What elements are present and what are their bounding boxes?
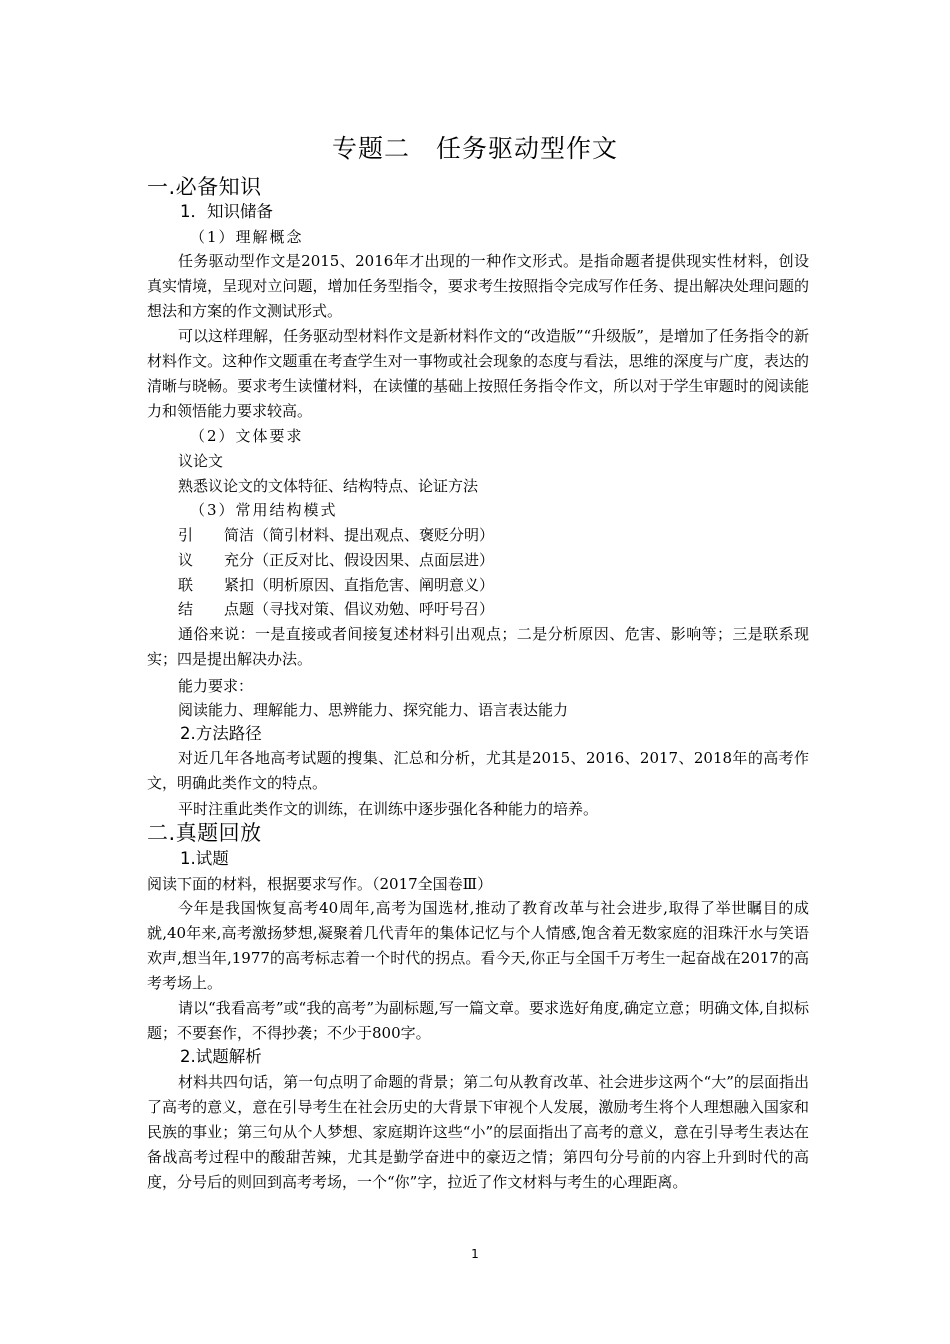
subsection-heading-analysis: 2.试题解析 [180,1047,262,1066]
page-title: 专题二 任务驱动型作文 [331,134,618,163]
subsection-heading-reserve: 1．知识储备 [180,202,273,221]
structure-text: 充分（正反对比、假设因果、点面层进） [224,551,495,569]
structure-key: 议 [178,551,194,569]
method-paragraph-1: 对近几年各地高考试题的搜集、汇总和分析，尤其是2015、2016、2017、2018年的高考作文，明确此类作文的特点。 [147,749,809,792]
common-explanation: 通俗来说：一是直接或者间接复述材料引出观点；二是分析原因、危害、影响等；三是联系现实；四是提出解决办法。 [147,625,809,668]
structure-text: 点题（寻找对策、倡议劝勉、呼吁号召） [224,600,495,618]
structure-row [178,574,494,596]
concept-paragraph-1: 任务驱动型作文是2015、2016年才出现的一种作文形式。是指命题者提供现实性材料，创设真实情境，呈现对立问题，增加任务型指令，要求考生按照指令完成写作任务、提出解决处理问题的想法和方案的作文测试形式。 [147,252,809,320]
section-heading-knowledge: 一.必备知识 [147,175,262,199]
requirement-paragraph: 请以“我看高考”或“我的高考”为副标题,写一篇文章。要求选好角度,确定立意；明确文体,自拟标题；不要套作，不得抄袭；不少于800字。 [147,999,809,1042]
point-heading-genre: （2）文体要求 [190,427,304,445]
page-number: 1 [471,1247,479,1261]
genre-line-1: 议论文 [178,452,224,470]
method-paragraph-2: 平时注重此类作文的训练，在训练中逐步强化各种能力的培养。 [178,800,599,818]
structure-row [178,524,494,546]
structure-text: 紧扣（明析原因、直指危害、阐明意义） [224,576,495,594]
structure-key: 联 [178,576,194,594]
ability-label: 能力要求： [178,677,254,695]
subsection-heading-method: 2.方法路径 [180,724,262,743]
point-heading-structure: （3）常用结构模式 [190,501,338,519]
structure-key: 结 [178,600,194,618]
genre-line-2: 熟悉议论文的文体特征、结构特点、论证方法 [178,477,479,495]
ability-list: 阅读能力、理解能力、思辨能力、探究能力、语言表达能力 [178,701,569,719]
structure-row [178,598,494,620]
structure-row [178,549,494,571]
point-heading-concept: （1）理解概念 [190,228,304,246]
section-heading-review: 二.真题回放 [147,821,262,845]
structure-text: 简洁（简引材料、提出观点、褒贬分明） [224,526,495,544]
subsection-heading-question: 1.试题 [180,849,229,868]
analysis-paragraph: 材料共四句话，第一句点明了命题的背景；第二句从教育改革、社会进步这两个“大”的层面指出了高考的意义，意在引导考生在社会历史的大背景下审视个人发展，激励考生将个人理想融入国家和民族的事业；第三句从个人梦想、家庭期许这些“小”的层面指出了高考的意义，意在引导考生表达在备战高考过程中的酸甜苦辣，尤其是勤学奋进中的豪迈之情；第四句分号前的内容上升到时代的高度，分号后的则回到高考考场，一个“你”字，拉近了作文材料与考生的心理距离。 [147,1073,809,1191]
question-intro: 阅读下面的材料，根据要求写作。（2017全国卷Ⅲ） [147,875,493,893]
material-paragraph: 今年是我国恢复高考40周年,高考为国选材,推动了教育改革与社会进步,取得了举世瞩目的成就,40年来,高考激扬梦想,凝聚着几代青年的集体记忆与个人情感,饱含着无数家庭的泪珠汗水与笑语欢声,想当年,1977的高考标志着一个时代的拐点。看今天,你正与全国千万考生一起奋战在2017的高考考场上。 [147,899,809,992]
structure-key: 引 [178,526,194,544]
concept-paragraph-2: 可以这样理解，任务驱动型材料作文是新材料作文的“改造版”“升级版”，是增加了任务指令的新材料作文。这种作文题重在考查学生对一事物或社会现象的态度与看法，思维的深度与广度，表达的清晰与晓畅。要求考生读懂材料，在读懂的基础上按照任务指令作文，所以对于学生审题时的阅读能力和领悟能力要求较高。 [147,327,809,420]
